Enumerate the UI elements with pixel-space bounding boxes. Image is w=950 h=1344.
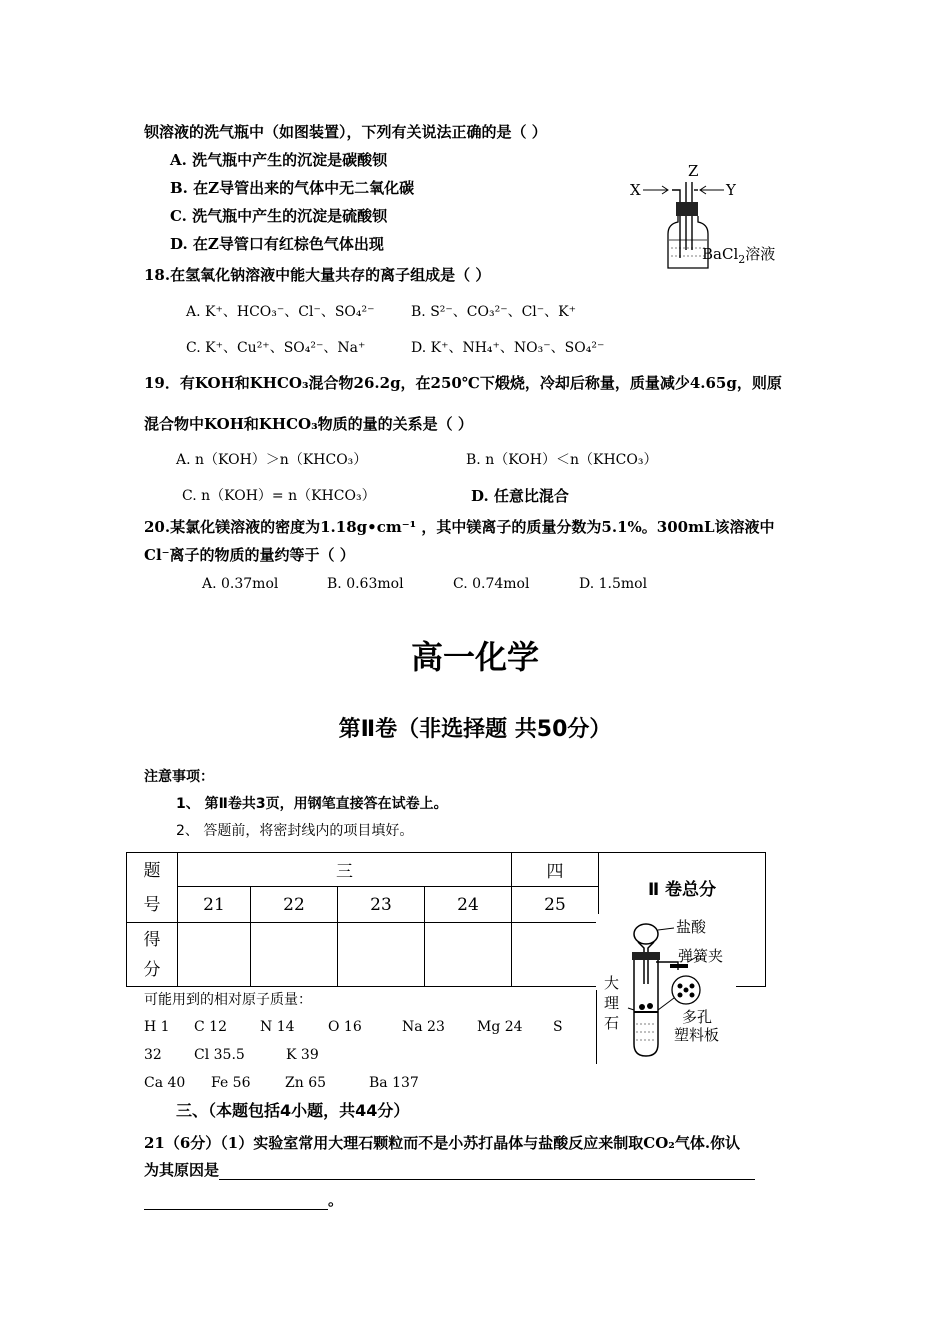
score-cell-21[interactable] bbox=[178, 923, 251, 987]
label-marble-3: 石 bbox=[604, 1014, 620, 1032]
q18-option-a: A. K⁺、HCO₃⁻、Cl⁻、SO₄²⁻ bbox=[186, 304, 375, 320]
q19-option-c: C. n（KOH）= n（KHCO₃） bbox=[182, 488, 376, 504]
wash-bottle-figure bbox=[628, 158, 798, 270]
atomic-mass-heading: 可能用到的相对原子质量： bbox=[144, 992, 312, 1008]
total-score-label: Ⅱ 卷总分 bbox=[599, 853, 766, 923]
q20-stem-line2: Cl⁻离子的物质的量约等于（ ） bbox=[144, 546, 355, 564]
q20-option-a: A. 0.37mol bbox=[202, 576, 279, 592]
label-marble-1: 大 bbox=[604, 974, 620, 992]
score-cell-22[interactable] bbox=[251, 923, 338, 987]
section-3-heading: 三、（本题包括4小题，共44分） bbox=[176, 1101, 410, 1120]
gas-generator-figure bbox=[598, 912, 738, 1062]
score-cell-25[interactable] bbox=[512, 923, 599, 987]
q21-line-3: 。 bbox=[144, 1190, 343, 1210]
q19-stem-line1: 19．有KOH和KHCO₃混合物26.2g，在250℃下煅烧，冷却后称量，质量减少4.65g，则原 bbox=[144, 374, 782, 392]
q21-answer-blank-1[interactable] bbox=[219, 1161, 755, 1180]
section-3-header: 三 bbox=[178, 853, 512, 887]
notes-heading: 注意事项： bbox=[144, 769, 214, 785]
q21-line-2: 为其原因是 bbox=[144, 1160, 755, 1180]
row-label-question: 题 号 bbox=[127, 853, 178, 923]
q18-option-b: B. S²⁻、CO₃²⁻、Cl⁻、K⁺ bbox=[411, 304, 577, 320]
score-cell-23[interactable] bbox=[338, 923, 425, 987]
q19-option-a: A. n（KOH）＞n（KHCO₃） bbox=[176, 452, 368, 468]
label-marble-2: 理 bbox=[604, 994, 620, 1012]
paper-title: 高一化学 bbox=[410, 638, 539, 676]
q19-stem-line2: 混合物中KOH和KHCO₃物质的量的关系是（ ） bbox=[144, 415, 473, 433]
q17-option-c: C. 洗气瓶中产生的沉淀是硫酸钡 bbox=[170, 207, 388, 225]
q19-option-b: B. n（KOH）＜n（KHCO₃） bbox=[466, 452, 658, 468]
question-number: 22 bbox=[251, 887, 338, 923]
q18-option-c: C. K⁺、Cu²⁺、SO₄²⁻、Na⁺ bbox=[186, 340, 366, 356]
label-acid: 盐酸 bbox=[676, 918, 707, 936]
paper-subtitle: 第Ⅱ卷（非选择题 共50分） bbox=[338, 717, 612, 742]
figure-label-x: X bbox=[630, 181, 641, 199]
row-label-score: 得 分 bbox=[127, 923, 178, 987]
question-number: 21 bbox=[178, 887, 251, 923]
label-plate-2: 塑料板 bbox=[674, 1026, 720, 1044]
q21-line-1: 21（6分）（1）实验室常用大理石颗粒而不是小苏打晶体与盐酸反应来制取CO₂气体.你认 bbox=[144, 1134, 741, 1152]
q21-answer-blank-2[interactable] bbox=[144, 1191, 328, 1210]
q19-option-d: D. 任意比混合 bbox=[471, 487, 569, 505]
notes-item-2: 2、 答题前，将密封线内的项目填好。 bbox=[176, 823, 414, 839]
notes-item-1: 1、 第Ⅱ卷共3页，用钢笔直接答在试卷上。 bbox=[176, 796, 448, 812]
figure-label-z: Z bbox=[688, 162, 699, 180]
score-cell-24[interactable] bbox=[425, 923, 512, 987]
q17-option-d: D. 在Z导管口有红棕色气体出现 bbox=[170, 235, 384, 253]
q17-option-a: A. 洗气瓶中产生的沉淀是碳酸钡 bbox=[170, 151, 388, 169]
q20-option-d: D. 1.5mol bbox=[579, 576, 648, 592]
q20-stem-line1: 20.某氯化镁溶液的密度为1.18g•cm⁻¹ ，其中镁离子的质量分数为5.1%。300mL该溶液中 bbox=[144, 518, 775, 536]
q18-stem: 18.在氢氧化钠溶液中能大量共存的离子组成是（ ） bbox=[144, 266, 491, 284]
figure-label-y: Y bbox=[726, 181, 736, 199]
label-plate-1: 多孔 bbox=[682, 1008, 713, 1026]
q17-stem: 钡溶液的洗气瓶中（如图装置），下列有关说法正确的是（ ） bbox=[144, 123, 547, 141]
table-edge bbox=[596, 990, 597, 1064]
q17-option-b: B. 在Z导管出来的气体中无二氧化碳 bbox=[170, 179, 415, 197]
q20-option-c: C. 0.74mol bbox=[453, 576, 530, 592]
svg-text:BaCl2溶液: BaCl$_2$溶液 bbox=[702, 245, 776, 266]
question-number: 25 bbox=[512, 887, 599, 923]
question-number: 24 bbox=[425, 887, 512, 923]
label-clamp: 弹簧夹 bbox=[678, 947, 724, 965]
section-4-header: 四 bbox=[512, 853, 599, 887]
q18-option-d: D. K⁺、NH₄⁺、NO₃⁻、SO₄²⁻ bbox=[411, 340, 605, 356]
question-number: 23 bbox=[338, 887, 425, 923]
q20-option-b: B. 0.63mol bbox=[327, 576, 404, 592]
